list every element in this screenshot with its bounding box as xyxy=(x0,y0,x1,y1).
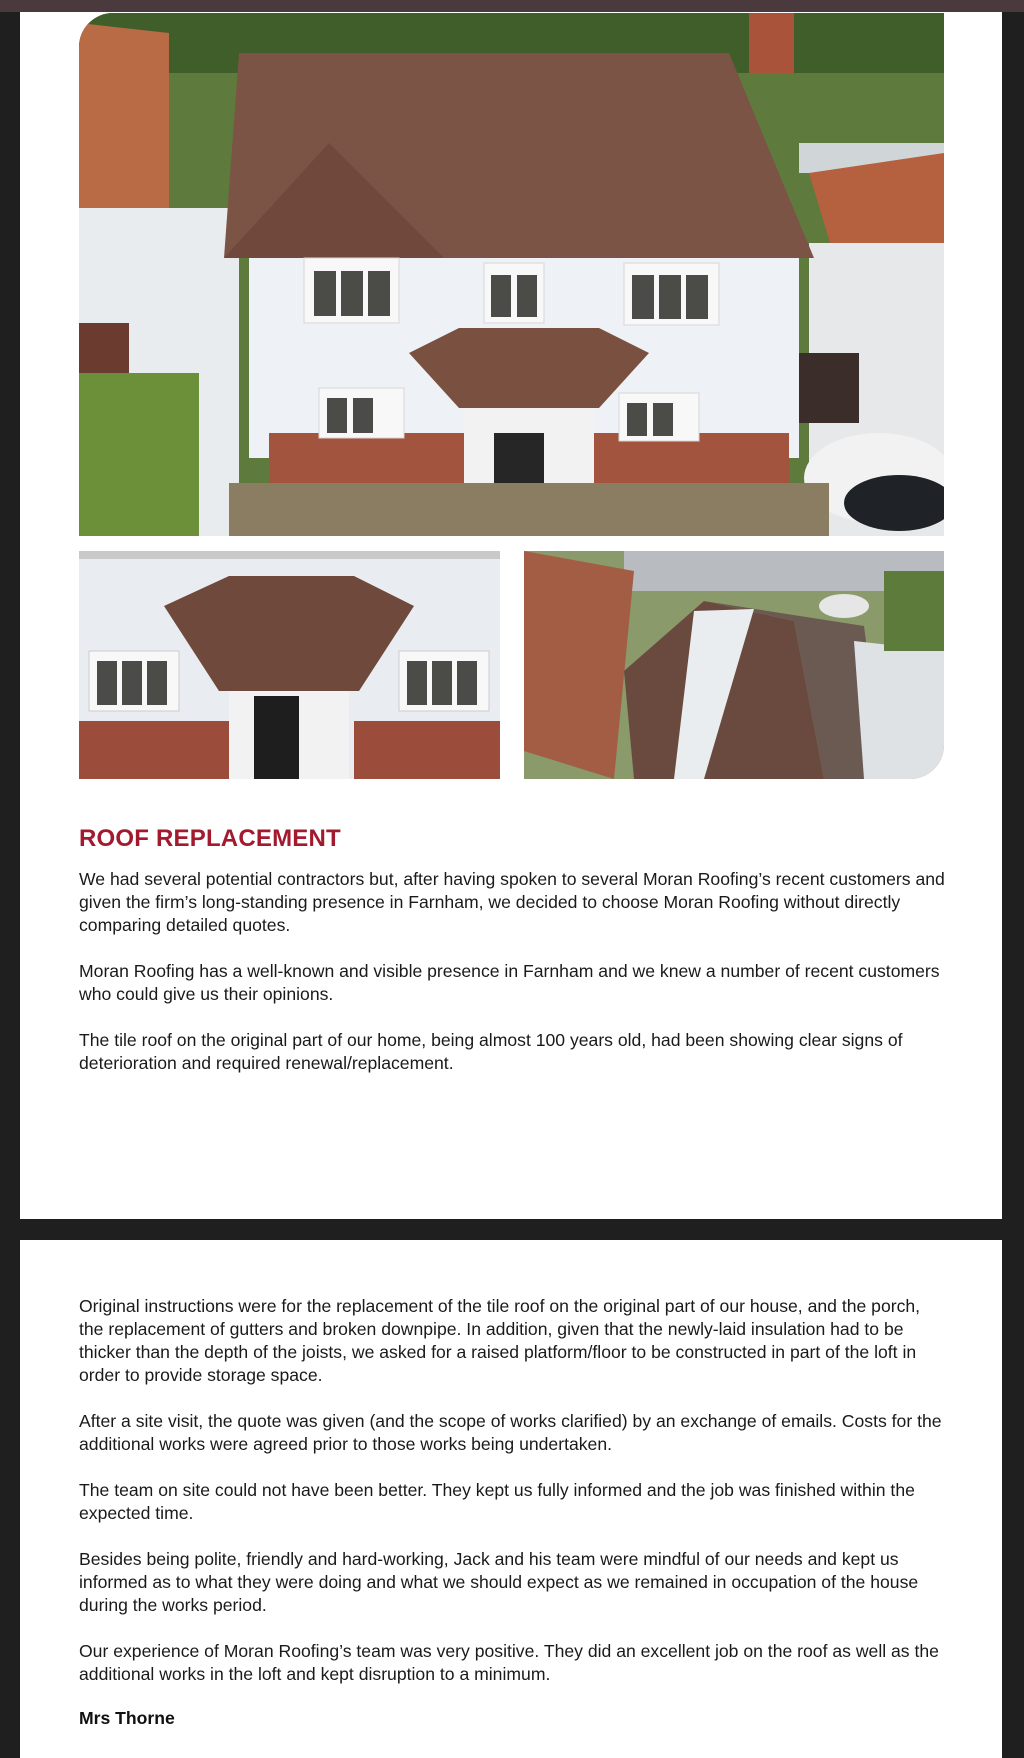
paragraph: Moran Roofing has a well-known and visible presence in Farnham and we knew a number of recent customers who could give us their opinions. xyxy=(79,961,940,1004)
paragraph: We had several potential contractors but, after having spoken to several Moran Roofing’s recent customers and given the firm’s long-standing presence in Farnham, we decided to choose Moran Roofing without directly comparing detailed quotes. xyxy=(79,869,945,935)
paragraph: The team on site could not have been better. They kept us fully informed and the job was finished within the expected time. xyxy=(79,1480,915,1523)
document-page-2 xyxy=(20,1240,1002,1758)
porch-roof-photo xyxy=(79,551,500,779)
house-front-photo xyxy=(79,13,944,536)
article-heading: ROOF REPLACEMENT xyxy=(79,825,341,852)
paragraph: Besides being polite, friendly and hard-working, Jack and his team were mindful of our needs and kept us informed as to what they were doing and what we should expect as we remained in occupation of the house during the works period. xyxy=(79,1549,919,1615)
document-page-1 xyxy=(20,12,1002,1219)
paragraph: Our experience of Moran Roofing’s team was very positive. They did an excellent job on the roof as well as the additional works in the loft and kept disruption to a minimum. xyxy=(79,1641,939,1684)
paragraph: After a site visit, the quote was given (and the scope of works clarified) by an exchange of emails. Costs for the additional works were agreed prior to those works being undertaken. xyxy=(79,1411,942,1454)
paragraph: Original instructions were for the replacement of the tile roof on the original part of our house, and the porch, the replacement of gutters and broken downpipe. In addition, given that the newly-laid insulation had to be thicker than the depth of the joists, we asked for a raised platform/floor to be constructed in part of the loft in order to provide storage space. xyxy=(79,1296,921,1385)
viewer-top-bar xyxy=(0,0,1024,12)
aerial-roof-photo xyxy=(524,551,944,779)
paragraph: The tile roof on the original part of our home, being almost 100 years old, had been showing clear signs of deterioration and required renewal/replacement. xyxy=(79,1030,903,1073)
signature: Mrs Thorne xyxy=(79,1708,175,1728)
